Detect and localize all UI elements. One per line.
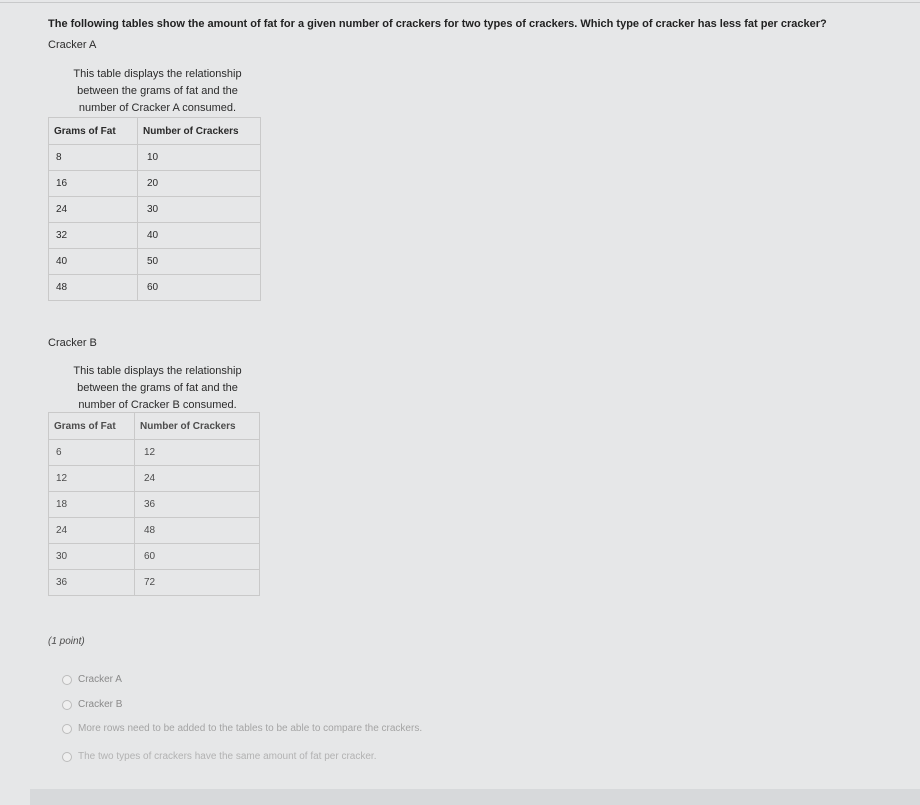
answer-option-cracker-a[interactable] xyxy=(62,674,122,685)
crackers-cell: 60 xyxy=(135,544,260,570)
table-row xyxy=(49,197,261,223)
table-header-row xyxy=(49,118,261,145)
header-number-of-crackers: Number of Crackers xyxy=(138,118,261,145)
table-row xyxy=(49,466,260,492)
fat-cell: 12 xyxy=(49,466,135,492)
cracker-a-description: This table displays the relationship between the grams of fat and the number of Cracker A consumed. xyxy=(73,68,242,114)
fat-cell: 30 xyxy=(49,544,135,570)
fat-cell: 24 xyxy=(49,518,135,544)
fat-cell: 40 xyxy=(49,249,138,275)
table-row xyxy=(49,518,260,544)
crackers-cell: 30 xyxy=(138,197,261,223)
table-row xyxy=(49,249,261,275)
crackers-cell: 48 xyxy=(135,518,260,544)
cracker-a-label: Cracker A xyxy=(48,39,97,51)
fat-cell: 36 xyxy=(49,570,135,596)
radio-button-icon[interactable] xyxy=(62,700,72,710)
cracker-b-label: Cracker B xyxy=(48,337,97,349)
option-label: The two types of crackers have the same amount of fat per cracker. xyxy=(78,751,377,762)
fat-cell: 16 xyxy=(49,171,138,197)
radio-button-icon[interactable] xyxy=(62,724,72,734)
crackers-cell: 10 xyxy=(138,145,261,171)
table-row xyxy=(49,544,260,570)
radio-button-icon[interactable] xyxy=(62,752,72,762)
fat-cell: 48 xyxy=(49,275,138,301)
fat-cell: 18 xyxy=(49,492,135,518)
table-row xyxy=(49,275,261,301)
option-label: Cracker B xyxy=(78,699,123,710)
fat-cell: 8 xyxy=(49,145,138,171)
header-grams-of-fat: Grams of Fat xyxy=(49,118,138,145)
header-grams-of-fat: Grams of Fat xyxy=(49,413,135,440)
crackers-cell: 50 xyxy=(138,249,261,275)
crackers-cell: 40 xyxy=(138,223,261,249)
table-row xyxy=(49,171,261,197)
radio-button-icon[interactable] xyxy=(62,675,72,685)
crackers-cell: 36 xyxy=(135,492,260,518)
bottom-bar xyxy=(30,789,920,805)
table-row xyxy=(49,145,261,171)
table-row xyxy=(49,440,260,466)
cracker-b-table xyxy=(48,412,260,596)
points-label: (1 point) xyxy=(48,636,85,647)
crackers-cell: 72 xyxy=(135,570,260,596)
table-row xyxy=(49,570,260,596)
option-label: Cracker A xyxy=(78,674,122,685)
cracker-b-description: This table displays the relationship between the grams of fat and the number of Cracker B consumed. xyxy=(73,365,242,411)
crackers-cell: 12 xyxy=(135,440,260,466)
answer-option-more-rows[interactable] xyxy=(62,723,422,734)
fat-cell: 32 xyxy=(49,223,138,249)
crackers-cell: 24 xyxy=(135,466,260,492)
answer-option-same-fat[interactable] xyxy=(62,751,376,762)
question-text: The following tables show the amount of fat for a given number of crackers for two types of crackers. Which type of cracker has less fat per cracker? xyxy=(48,18,827,30)
option-label: More rows need to be added to the tables to be able to compare the crackers. xyxy=(78,723,423,734)
table-row xyxy=(49,492,260,518)
cracker-a-table xyxy=(48,117,261,301)
fat-cell: 24 xyxy=(49,197,138,223)
crackers-cell: 20 xyxy=(138,171,261,197)
fat-cell: 6 xyxy=(49,440,135,466)
answer-option-cracker-b[interactable] xyxy=(62,699,122,710)
header-number-of-crackers: Number of Crackers xyxy=(135,413,260,440)
table-header-row xyxy=(49,413,260,440)
top-divider xyxy=(0,2,920,3)
crackers-cell: 60 xyxy=(138,275,261,301)
table-row xyxy=(49,223,261,249)
